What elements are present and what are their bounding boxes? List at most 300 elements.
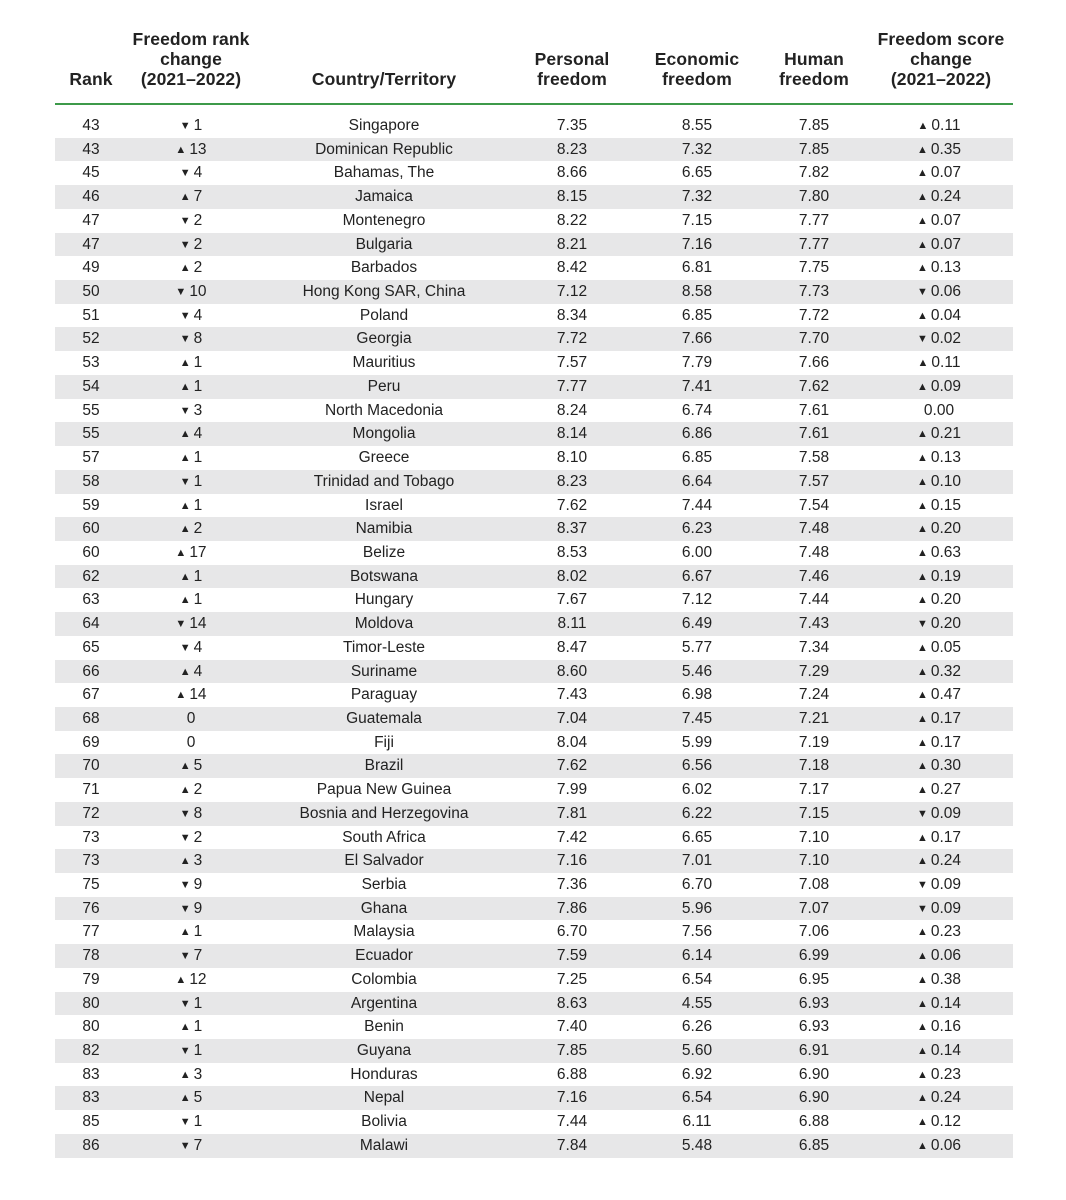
rank-cell: 85 — [82, 1113, 100, 1131]
rank-cell: 47 — [82, 211, 100, 229]
country-cell: El Salvador — [344, 852, 424, 870]
human-freedom-cell: 7.17 — [798, 781, 830, 799]
country-cell: Mongolia — [352, 425, 416, 443]
personal-freedom-cell: 7.84 — [556, 1136, 588, 1154]
table-row — [55, 446, 1013, 470]
down-triangle-icon: ▼ — [179, 404, 191, 417]
rank-cell: 73 — [82, 828, 100, 846]
rank-cell: 43 — [82, 140, 100, 158]
header-economic-freedom — [631, 49, 763, 89]
economic-freedom-cell: 6.65 — [681, 164, 713, 182]
header-score-change-line1: Freedom score — [877, 29, 1005, 49]
header-rank-change-line1: Freedom rank — [132, 29, 250, 49]
up-triangle-icon: ▲ — [916, 167, 928, 180]
personal-freedom-cell: 7.99 — [556, 781, 588, 799]
country-cell: Bolivia — [361, 1113, 407, 1131]
rank-cell: 69 — [82, 733, 100, 751]
personal-freedom-cell: 7.86 — [556, 899, 588, 917]
human-freedom-cell: 7.61 — [798, 425, 830, 443]
rank-cell: 60 — [82, 543, 100, 561]
header-human-line1: Human — [784, 49, 844, 69]
country-cell: Peru — [367, 377, 401, 395]
country-cell: Botswana — [349, 567, 419, 585]
human-freedom-cell: 7.57 — [798, 472, 830, 490]
rank-change-cell: ▼ 8 — [127, 802, 255, 826]
economic-freedom-cell: 6.00 — [681, 543, 713, 561]
rank-cell: 86 — [82, 1136, 100, 1154]
personal-freedom-cell: 8.21 — [556, 235, 588, 253]
human-freedom-cell: 7.70 — [798, 330, 830, 348]
rank-cell: 55 — [82, 401, 100, 419]
rank-change-cell: ▼ 2 — [127, 209, 255, 233]
rank-change-cell: ▲ 13 — [127, 138, 255, 162]
economic-freedom-cell: 6.14 — [681, 947, 713, 965]
table-row — [55, 660, 1013, 684]
up-triangle-icon: ▲ — [916, 499, 928, 512]
table-row — [55, 802, 1013, 826]
down-triangle-icon: ▼ — [179, 309, 191, 322]
down-triangle-icon: ▼ — [179, 1139, 191, 1152]
up-triangle-icon: ▲ — [916, 143, 928, 156]
personal-freedom-cell: 8.53 — [556, 543, 588, 561]
up-triangle-icon: ▲ — [916, 784, 928, 797]
country-cell: Bosnia and Herzegovina — [299, 804, 469, 822]
score-change-cell: ▲ 0.13 — [865, 446, 1013, 470]
rank-change-cell: ▼ 7 — [127, 944, 255, 968]
score-change-cell: ▲ 0.35 — [865, 138, 1013, 162]
country-cell: Paraguay — [350, 686, 418, 704]
personal-freedom-cell: 7.16 — [556, 1089, 588, 1107]
rank-change-cell: ▲ 1 — [127, 351, 255, 375]
down-triangle-icon: ▼ — [179, 831, 191, 844]
personal-freedom-cell: 7.59 — [556, 947, 588, 965]
up-triangle-icon: ▲ — [916, 475, 928, 488]
score-change-cell: ▲ 0.09 — [865, 375, 1013, 399]
economic-freedom-cell: 6.22 — [681, 804, 713, 822]
rank-cell: 57 — [82, 449, 100, 467]
country-cell: Hungary — [354, 591, 414, 609]
economic-freedom-cell: 6.26 — [681, 1018, 713, 1036]
human-freedom-cell: 7.61 — [798, 401, 830, 419]
score-change-cell: ▲ 0.17 — [865, 707, 1013, 731]
personal-freedom-cell: 7.36 — [556, 876, 588, 893]
header-human-line2: freedom — [779, 69, 849, 89]
score-change-cell: ▲ 0.06 — [865, 944, 1013, 968]
personal-freedom-cell: 8.23 — [556, 472, 588, 490]
down-triangle-icon: ▼ — [916, 333, 928, 346]
personal-freedom-cell: 7.57 — [556, 354, 588, 372]
table-row — [55, 114, 1013, 138]
human-freedom-cell: 6.91 — [798, 1042, 830, 1060]
economic-freedom-cell: 5.77 — [681, 638, 713, 656]
table-row — [55, 280, 1013, 304]
human-freedom-cell: 7.77 — [798, 211, 830, 229]
rank-change-cell: ▲ 3 — [127, 849, 255, 873]
human-freedom-cell: 7.58 — [798, 449, 830, 467]
score-change-cell: ▲ 0.14 — [865, 992, 1013, 1016]
economic-freedom-cell: 6.86 — [681, 425, 713, 443]
economic-freedom-cell: 7.41 — [681, 377, 713, 395]
personal-freedom-cell: 7.62 — [556, 757, 588, 775]
country-cell: Moldova — [354, 615, 414, 633]
personal-freedom-cell: 8.22 — [556, 211, 588, 229]
human-freedom-cell: 7.85 — [798, 117, 830, 134]
score-change-cell: ▲ 0.13 — [865, 256, 1013, 280]
up-triangle-icon: ▲ — [916, 452, 928, 465]
up-triangle-icon: ▲ — [179, 357, 191, 370]
up-triangle-icon: ▲ — [916, 665, 928, 678]
up-triangle-icon: ▲ — [916, 1139, 928, 1152]
score-change-cell: ▲ 0.11 — [865, 351, 1013, 375]
down-triangle-icon: ▼ — [175, 618, 187, 631]
score-change-cell: ▼ 0.06 — [865, 280, 1013, 304]
score-change-cell: ▲ 0.14 — [865, 1039, 1013, 1063]
human-freedom-cell: 7.80 — [798, 188, 830, 206]
up-triangle-icon: ▲ — [179, 665, 191, 678]
rank-change-cell: ▼ 7 — [127, 1134, 255, 1158]
economic-freedom-cell: 6.85 — [681, 306, 713, 324]
up-triangle-icon: ▲ — [179, 926, 191, 939]
up-triangle-icon: ▲ — [179, 499, 191, 512]
down-triangle-icon: ▼ — [916, 618, 928, 631]
human-freedom-cell: 7.34 — [798, 638, 830, 656]
down-triangle-icon: ▼ — [175, 286, 187, 299]
economic-freedom-cell: 6.64 — [681, 472, 713, 490]
human-freedom-cell: 6.95 — [798, 970, 830, 988]
up-triangle-icon: ▲ — [179, 570, 191, 583]
rank-cell: 66 — [82, 662, 100, 680]
rank-cell: 53 — [82, 354, 100, 372]
personal-freedom-cell: 8.15 — [556, 188, 588, 206]
personal-freedom-cell: 7.25 — [556, 970, 588, 988]
score-change-cell: ▼ 0.09 — [865, 802, 1013, 826]
table-row — [55, 636, 1013, 660]
score-change-cell: ▲ 0.23 — [865, 1063, 1013, 1087]
score-change-cell: ▲ 0.38 — [865, 968, 1013, 992]
country-cell: Argentina — [350, 994, 418, 1012]
rank-change-cell: ▼ 14 — [127, 612, 255, 636]
header-rank-label: Rank — [69, 69, 113, 89]
table-row — [55, 161, 1013, 185]
economic-freedom-cell: 4.55 — [681, 994, 713, 1012]
score-change-cell: ▲ 0.63 — [865, 541, 1013, 565]
country-cell: Guyana — [356, 1042, 412, 1060]
table-row — [55, 517, 1013, 541]
rank-change-cell: ▼ 9 — [127, 897, 255, 921]
header-personal-freedom — [513, 49, 631, 89]
up-triangle-icon: ▲ — [917, 120, 929, 132]
down-triangle-icon: ▼ — [179, 807, 191, 820]
table-row — [55, 375, 1013, 399]
human-freedom-cell: 7.44 — [798, 591, 830, 609]
human-freedom-cell: 7.08 — [798, 876, 830, 893]
personal-freedom-cell: 7.62 — [556, 496, 588, 514]
country-cell: Greece — [358, 449, 410, 467]
economic-freedom-cell: 6.54 — [681, 1089, 713, 1107]
personal-freedom-cell: 6.70 — [556, 923, 588, 941]
personal-freedom-cell: 8.11 — [557, 615, 587, 633]
economic-freedom-cell: 7.16 — [681, 235, 713, 253]
table-row — [55, 494, 1013, 518]
up-triangle-icon: ▲ — [179, 760, 191, 773]
down-triangle-icon: ▼ — [179, 214, 191, 227]
up-triangle-icon: ▲ — [179, 428, 191, 441]
country-cell: Mauritius — [352, 354, 416, 372]
country-cell: Timor-Leste — [342, 638, 426, 656]
rank-cell: 63 — [82, 591, 100, 609]
country-cell: Barbados — [350, 259, 418, 277]
score-change-cell: ▲ 0.07 — [865, 161, 1013, 185]
down-triangle-icon: ▼ — [179, 950, 191, 963]
human-freedom-cell: 7.06 — [798, 923, 830, 941]
human-freedom-cell: 7.82 — [798, 164, 830, 182]
rank-change-cell: ▼ 8 — [127, 327, 255, 351]
header-country — [255, 69, 513, 89]
personal-freedom-cell: 8.60 — [556, 662, 588, 680]
economic-freedom-cell: 7.45 — [681, 709, 713, 727]
table-row — [55, 1086, 1013, 1110]
table-row — [55, 778, 1013, 802]
table-header — [55, 18, 1013, 105]
up-triangle-icon: ▲ — [175, 973, 187, 986]
economic-freedom-cell: 6.92 — [681, 1065, 713, 1083]
rank-cell: 54 — [82, 377, 100, 395]
rank-change-cell: ▲ 1 — [127, 920, 255, 944]
economic-freedom-cell: 7.66 — [681, 330, 713, 348]
up-triangle-icon: ▲ — [916, 950, 928, 963]
header-personal-line2: freedom — [537, 69, 607, 89]
header-human-freedom — [763, 49, 865, 89]
human-freedom-cell: 7.77 — [798, 235, 830, 253]
score-change-cell: ▲ 0.24 — [865, 1086, 1013, 1110]
economic-freedom-cell: 6.49 — [681, 615, 713, 633]
rank-change-cell: ▼ 4 — [127, 161, 255, 185]
table-row — [55, 588, 1013, 612]
up-triangle-icon: ▲ — [916, 1092, 928, 1105]
country-cell: Trinidad and Tobago — [313, 472, 455, 490]
score-change-cell: ▲ 0.21 — [865, 422, 1013, 446]
human-freedom-cell: 7.72 — [798, 306, 830, 324]
country-cell: Montenegro — [342, 211, 426, 229]
economic-freedom-cell: 6.85 — [681, 449, 713, 467]
score-change-cell: ▲ 0.30 — [865, 754, 1013, 778]
table-row — [55, 873, 1013, 897]
country-cell: Fiji — [374, 733, 394, 751]
up-triangle-icon: ▲ — [179, 262, 191, 275]
table-row — [55, 470, 1013, 494]
personal-freedom-cell: 8.14 — [556, 425, 588, 443]
human-freedom-cell: 7.54 — [798, 496, 830, 514]
personal-freedom-cell: 7.85 — [556, 1042, 588, 1060]
score-change-cell: ▼ 0.09 — [865, 897, 1013, 921]
rank-change-cell: ▼ 4 — [127, 304, 255, 328]
rank-change-cell: ▲ 7 — [127, 185, 255, 209]
country-cell: Namibia — [355, 520, 413, 538]
score-change-cell: ▲ 0.06 — [865, 1134, 1013, 1158]
personal-freedom-cell: 6.88 — [556, 1065, 588, 1083]
table-row — [55, 351, 1013, 375]
header-economic-line2: freedom — [662, 69, 732, 89]
up-triangle-icon: ▲ — [916, 973, 928, 986]
table-row — [55, 731, 1013, 755]
down-triangle-icon: ▼ — [179, 475, 191, 488]
table-row — [55, 209, 1013, 233]
rank-change-cell: ▲ 1 — [127, 494, 255, 518]
personal-freedom-cell: 8.66 — [556, 164, 588, 182]
personal-freedom-cell: 8.04 — [556, 733, 588, 751]
personal-freedom-cell: 7.72 — [556, 330, 588, 348]
personal-freedom-cell: 7.12 — [556, 283, 588, 301]
country-cell: Singapore — [348, 117, 420, 134]
rank-cell: 70 — [82, 757, 100, 775]
up-triangle-icon: ▲ — [916, 1021, 928, 1034]
rank-change-cell: ▲ 1 — [127, 588, 255, 612]
rank-change-cell: ▼ 9 — [127, 873, 255, 897]
rank-change-cell: ▼ 1 — [127, 114, 255, 138]
economic-freedom-cell: 7.15 — [681, 211, 713, 229]
up-triangle-icon: ▲ — [916, 1116, 928, 1129]
human-freedom-cell: 7.10 — [798, 852, 830, 870]
table-row — [55, 920, 1013, 944]
header-score-change — [863, 29, 1019, 89]
rank-cell: 72 — [82, 804, 100, 822]
human-freedom-cell: 6.85 — [798, 1136, 830, 1154]
down-triangle-icon: ▼ — [179, 1045, 191, 1058]
country-cell: Honduras — [350, 1065, 418, 1083]
score-change-cell: ▲ 0.16 — [865, 1015, 1013, 1039]
country-cell: Brazil — [364, 757, 404, 775]
economic-freedom-cell: 6.67 — [681, 567, 713, 585]
country-cell: Benin — [364, 1018, 404, 1036]
human-freedom-cell: 7.24 — [798, 686, 830, 704]
economic-freedom-cell: 6.56 — [681, 757, 713, 775]
rank-cell: 76 — [82, 899, 100, 917]
human-freedom-cell: 7.46 — [798, 567, 830, 585]
human-freedom-cell: 7.48 — [798, 543, 830, 561]
rank-change-cell: ▼ 1 — [127, 1039, 255, 1063]
up-triangle-icon: ▲ — [179, 1092, 191, 1105]
table-row — [55, 826, 1013, 850]
down-triangle-icon: ▼ — [179, 120, 191, 132]
table-row — [55, 944, 1013, 968]
header-score-change-line3: (2021–2022) — [890, 69, 992, 89]
score-change-cell: ▲ 0.05 — [865, 636, 1013, 660]
economic-freedom-cell: 6.70 — [681, 876, 713, 893]
economic-freedom-cell: 5.46 — [681, 662, 713, 680]
table-row — [55, 327, 1013, 351]
table-row — [55, 422, 1013, 446]
up-triangle-icon: ▲ — [179, 594, 191, 607]
human-freedom-cell: 7.75 — [798, 259, 830, 277]
country-cell: Poland — [359, 306, 409, 324]
rank-change-cell: ▲ 5 — [127, 754, 255, 778]
country-cell: Georgia — [356, 330, 412, 348]
human-freedom-cell: 6.93 — [798, 1018, 830, 1036]
country-cell: Guatemala — [346, 709, 422, 727]
economic-freedom-cell: 8.55 — [681, 117, 713, 134]
human-freedom-cell: 7.85 — [798, 140, 830, 158]
country-cell: Jamaica — [355, 188, 413, 206]
rank-cell: 68 — [82, 709, 100, 727]
human-freedom-cell: 7.62 — [798, 377, 830, 395]
personal-freedom-cell: 7.04 — [556, 709, 588, 727]
rank-cell: 75 — [82, 876, 100, 893]
table-row — [55, 992, 1013, 1016]
country-cell: Hong Kong SAR, China — [302, 283, 466, 301]
header-rank-change-line3: (2021–2022) — [140, 69, 242, 89]
rank-change-cell: ▼ 1 — [127, 992, 255, 1016]
rank-cell: 83 — [82, 1065, 100, 1083]
personal-freedom-cell: 8.42 — [556, 259, 588, 277]
rank-cell: 50 — [82, 283, 100, 301]
score-change-cell: ▼ 0.02 — [865, 327, 1013, 351]
header-personal-line1: Personal — [534, 49, 610, 69]
personal-freedom-cell: 7.81 — [556, 804, 588, 822]
country-cell: Dominican Republic — [315, 140, 453, 158]
up-triangle-icon: ▲ — [916, 641, 928, 654]
table-row — [55, 849, 1013, 873]
up-triangle-icon: ▲ — [179, 784, 191, 797]
up-triangle-icon: ▲ — [916, 262, 928, 275]
down-triangle-icon: ▼ — [916, 807, 928, 820]
score-change-cell: ▲ 0.15 — [865, 494, 1013, 518]
rank-change-cell: ▲ 2 — [127, 778, 255, 802]
human-freedom-cell: 7.21 — [798, 709, 830, 727]
rank-change-cell: ▲ 4 — [127, 660, 255, 684]
header-country-label: Country/Territory — [311, 69, 457, 89]
up-triangle-icon: ▲ — [179, 1068, 191, 1081]
header-score-change-line2: change — [910, 49, 972, 69]
table-row — [55, 1063, 1013, 1087]
rank-change-cell: ▲ 14 — [127, 683, 255, 707]
table-row — [55, 1134, 1013, 1158]
up-triangle-icon: ▲ — [916, 712, 928, 725]
human-freedom-cell: 7.07 — [798, 899, 830, 917]
human-freedom-cell: 7.15 — [798, 804, 830, 822]
personal-freedom-cell: 8.37 — [556, 520, 588, 538]
up-triangle-icon: ▲ — [916, 736, 928, 749]
rank-cell: 67 — [82, 686, 100, 704]
table-row — [55, 897, 1013, 921]
personal-freedom-cell: 7.67 — [556, 591, 588, 609]
down-triangle-icon: ▼ — [179, 879, 191, 891]
up-triangle-icon: ▲ — [916, 594, 928, 607]
rank-change-cell: ▲ 2 — [127, 256, 255, 280]
rank-cell: 78 — [82, 947, 100, 965]
score-change-cell: ▲ 0.07 — [865, 233, 1013, 257]
rank-cell: 55 — [82, 425, 100, 443]
human-freedom-cell: 6.90 — [798, 1065, 830, 1083]
country-cell: Malaysia — [353, 923, 415, 941]
rank-change-cell: ▼ 4 — [127, 636, 255, 660]
rank-change-cell: ▲ 5 — [127, 1086, 255, 1110]
country-cell: Belize — [362, 543, 406, 561]
up-triangle-icon: ▲ — [916, 238, 928, 251]
header-rank-change-line2: change — [160, 49, 222, 69]
human-freedom-cell: 7.29 — [798, 662, 830, 680]
table-row — [55, 683, 1013, 707]
up-triangle-icon: ▲ — [175, 143, 187, 156]
score-change-cell: ▲ 0.07 — [865, 209, 1013, 233]
personal-freedom-cell: 7.42 — [556, 828, 588, 846]
economic-freedom-cell: 6.98 — [681, 686, 713, 704]
economic-freedom-cell: 5.96 — [681, 899, 713, 917]
rank-change-cell: ▲ 3 — [127, 1063, 255, 1087]
rank-cell: 71 — [82, 781, 100, 799]
up-triangle-icon: ▲ — [916, 831, 928, 844]
rank-change-cell: ▼ 2 — [127, 826, 255, 850]
personal-freedom-cell: 7.44 — [556, 1113, 588, 1131]
